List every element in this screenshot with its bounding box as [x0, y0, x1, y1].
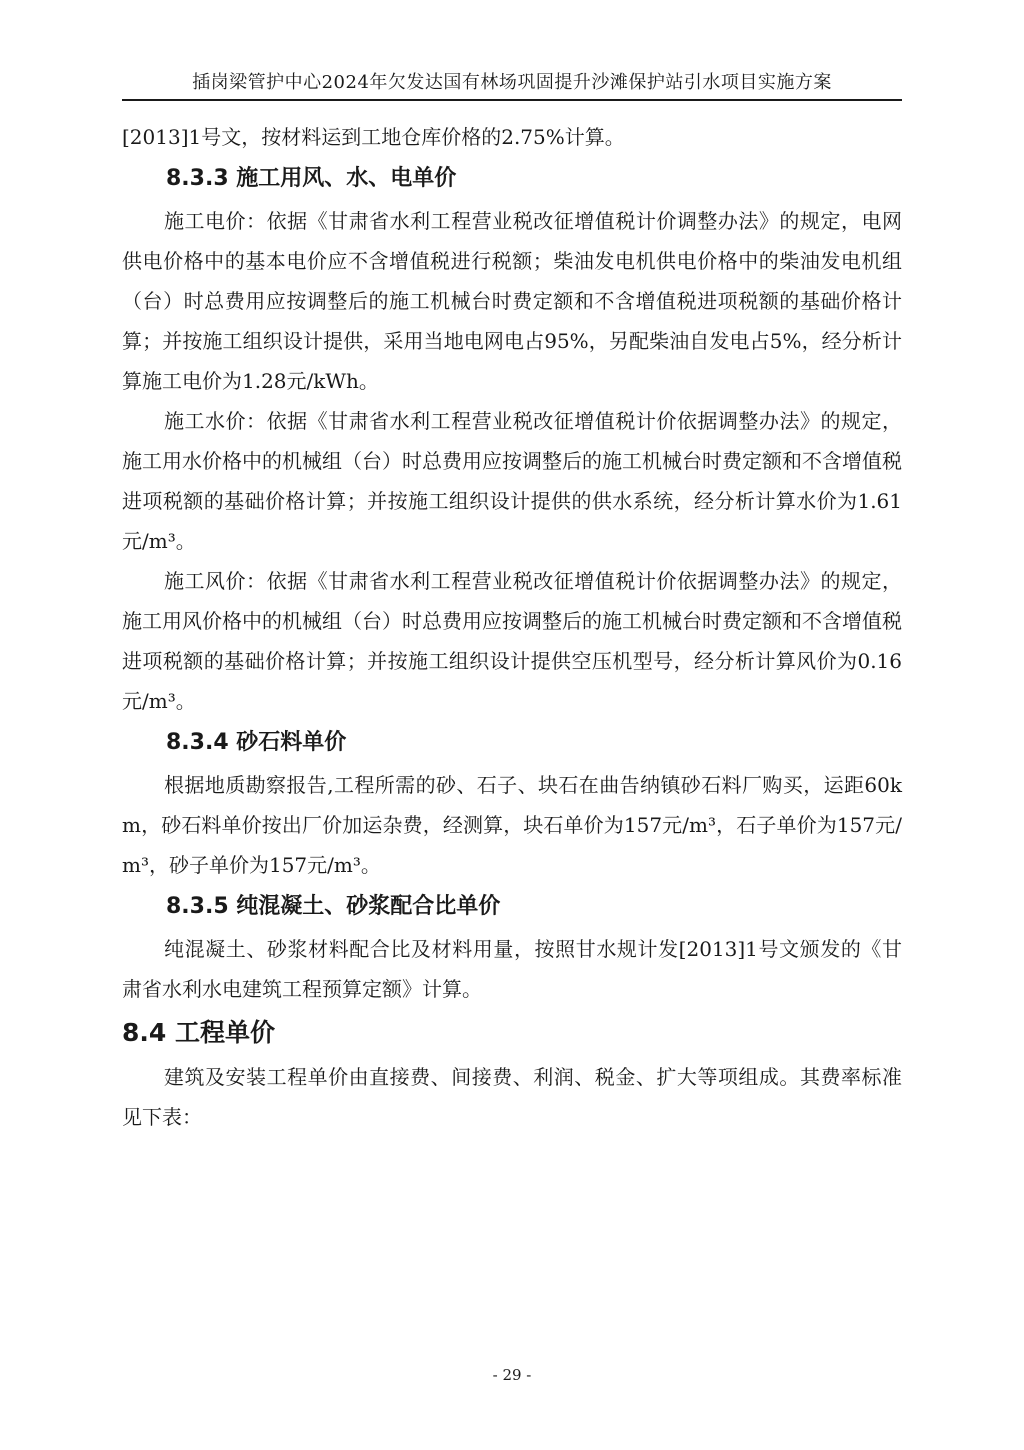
paragraph-electric-price: 施工电价：依据《甘肃省水利工程营业税改征增值税计价调整办法》的规定，电网供电价格中的基本电价应不含增值税进行税额；柴油发电机供电价格中的柴油发电机组（台）时总费用应按调整后的施工机械台时费定额和不含增值税进项税额的基础价格计算；并按施工组织设计提供，采用当地电网电占95%，另配柴油自发电占5%，经分析计算施工电价为1.28元/kWh。	[122, 209, 902, 393]
heading-8-3-4: 8.3.4 砂石料单价	[166, 730, 347, 755]
header-rule	[122, 99, 902, 101]
page-header: 插岗梁管护中心2024年欠发达国有林场巩固提升沙滩保护站引水项目实施方案	[192, 72, 832, 93]
paragraph-air-price: 施工风价：依据《甘肃省水利工程营业税改征增值税计价依据调整办法》的规定，施工用风价格中的机械组（台）时总费用应按调整后的施工机械台时费定额和不含增值税进项税额的基础价格计算；并按施工组织设计提供空压机型号，经分析计算风价为0.16元/m³。	[122, 569, 902, 713]
paragraph-unit-price: 建筑及安装工程单价由直接费、间接费、利润、税金、扩大等项组成。其费率标准见下表：	[122, 1065, 902, 1129]
page-number: - 29 -	[492, 1366, 532, 1384]
paragraph-mix-ratio: 纯混凝土、砂浆材料配合比及材料用量，按照甘水规计发[2013]1号文颁发的《甘肃省水利水电建筑工程预算定额》计算。	[122, 937, 902, 1001]
heading-8-3-3: 8.3.3 施工用风、水、电单价	[166, 166, 457, 191]
document-body	[122, 117, 902, 1137]
heading-8-3-5: 8.3.5 纯混凝土、砂浆配合比单价	[166, 894, 501, 919]
paragraph-aggregate-price: 根据地质勘察报告,工程所需的砂、石子、块石在曲告纳镇砂石料厂购买，运距60km，砂石料单价按出厂价加运杂费，经测算，块石单价为157元/m³，石子单价为157元/m³，砂子单价为157元/m³。	[122, 773, 902, 877]
continuation-paragraph: [2013]1号文，按材料运到工地仓库价格的2.75%计算。	[122, 125, 625, 149]
heading-8-4: 8.4 工程单价	[122, 1018, 275, 1047]
paragraph-water-price: 施工水价：依据《甘肃省水利工程营业税改征增值税计价依据调整办法》的规定，施工用水价格中的机械组（台）时总费用应按调整后的施工机械台时费定额和不含增值税进项税额的基础价格计算；并按施工组织设计提供的供水系统，经分析计算水价为1.61元/m³。	[122, 409, 902, 553]
